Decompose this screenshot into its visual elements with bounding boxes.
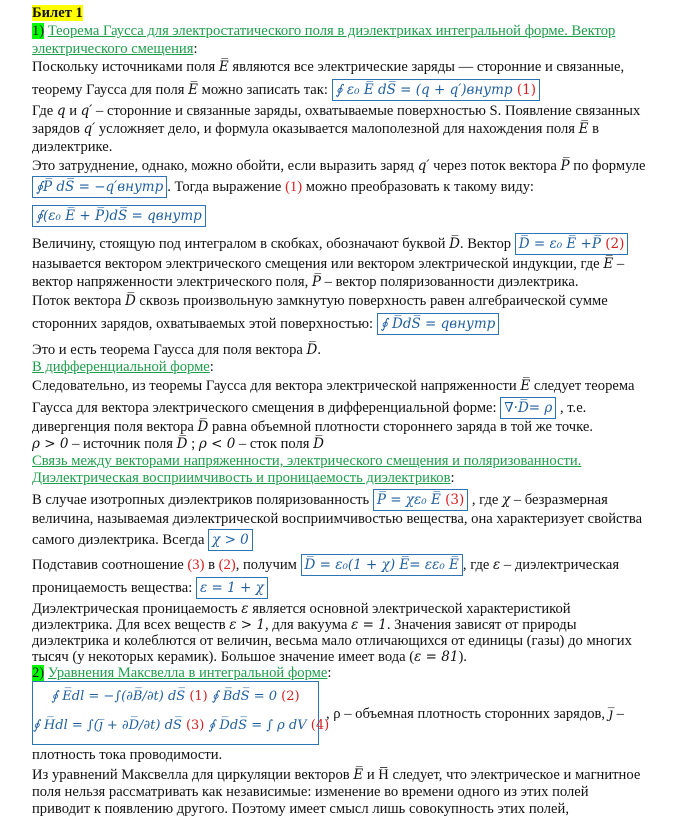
text-segment: , ρ – объемная плотность сторонних зарядов,	[326, 706, 609, 722]
text-segment: Связь между векторами напряженности, электрического смещения и поляризованности.	[32, 453, 582, 469]
formula-line	[32, 205, 206, 227]
text-segment: E̅	[578, 121, 589, 137]
paragraph	[32, 577, 268, 599]
text-segment: Следовательно, из теоремы Гаусса для вектора электрической напряженности	[32, 378, 521, 394]
text-segment: ρ < 0	[198, 436, 236, 452]
paragraph	[32, 79, 540, 101]
text-segment: (3)	[445, 492, 465, 508]
text-segment: ∮ D̅dS̅ = ∫ ρ dV	[208, 718, 307, 733]
formula-d-eps: D̅ = ε₀(1 + χ) E̅= εε₀ E̅	[301, 554, 463, 576]
text-segment: сквозь произвольную замкнутую поверхность равен алгебраической сумме	[135, 293, 608, 309]
text-segment: электрического смещения	[32, 41, 194, 57]
text-segment: приводит к появлению другого. Поэтому имеет смысл лишь совокупность этих полей,	[32, 801, 569, 817]
section1-heading-cont	[32, 40, 198, 58]
text-segment: χ	[502, 492, 511, 508]
text-segment: (4)	[310, 718, 330, 733]
text-segment: 2)	[32, 665, 45, 681]
paragraph	[32, 377, 634, 395]
text-segment: ε = 1	[351, 617, 387, 633]
text-segment: E̅	[520, 378, 531, 394]
text-segment: Диэлектрическая восприимчивость и проницаемость диэлектриков	[32, 470, 451, 486]
text-segment: в	[204, 557, 219, 573]
formula-gauss-d: ∮ D̅dS̅ = qвнутр	[377, 313, 500, 335]
text-segment: Подставив соотношение	[32, 557, 188, 573]
text-segment: E̅	[218, 59, 229, 75]
text-segment: Билет 1	[32, 5, 83, 21]
text-segment: (3)	[187, 557, 205, 573]
formula-polarization	[373, 489, 468, 511]
text-segment: H̅	[378, 767, 389, 783]
text-segment: ∮ B̅dS̅ = 0	[211, 689, 278, 704]
formula-div-d: ∇·D̅= ρ	[500, 397, 556, 419]
text-segment: Поток вектора	[32, 293, 125, 309]
text-segment: Это затруднение, однако, можно обойти, если выразить заряд	[32, 158, 418, 174]
text-segment: – источник поля	[68, 436, 177, 452]
text-segment: . Значения зависят от природы	[386, 617, 577, 633]
text-segment: (2)	[281, 689, 300, 704]
text-segment: ρ > 0	[32, 436, 69, 452]
text-segment: ε	[241, 601, 249, 617]
text-segment: .	[317, 342, 321, 358]
text-segment: теорему Гаусса для поля	[32, 82, 189, 98]
text-segment: тысяч (у некоторых керамик). Большое значение имеет вода (	[32, 649, 415, 665]
paragraph	[32, 102, 640, 120]
text-segment: D̅	[176, 436, 188, 452]
paragraph	[32, 435, 324, 453]
formula-eps: ε = 1 + χ	[196, 577, 268, 599]
paragraph	[32, 341, 321, 359]
formula-gauss-combined: ∮(ε₀ E̅ + P̅)dS̅ = qвнутр	[32, 205, 206, 227]
text-segment: :	[327, 665, 332, 681]
paragraph	[32, 529, 253, 551]
text-segment: ∮ E̅dl = −∫(∂B̅/∂t) dS̅	[51, 689, 186, 704]
paragraph	[32, 800, 569, 818]
text-segment: диэлектрике.	[32, 139, 113, 155]
paragraph	[32, 489, 608, 511]
text-segment: диэлектрика и колеблются от величин, весьма мало отличающихся от единицы (газы) до многих	[32, 633, 632, 649]
paragraph	[32, 138, 112, 156]
text-segment: Уравнения Максвелла в интегральной форме	[47, 665, 328, 681]
text-segment: поля нельзя рассматривать как независимые: изменение во времени одного из этих полей	[32, 784, 589, 800]
paragraph	[32, 313, 499, 335]
text-segment: сторонних зарядов, охватываемых этой поверхностью:	[32, 316, 377, 332]
text-segment: (1)	[285, 179, 303, 195]
text-segment: , т.е.	[556, 400, 587, 416]
text-segment: Где	[32, 103, 57, 119]
text-segment: D̅	[197, 419, 209, 435]
paragraph	[32, 273, 579, 291]
paragraph	[32, 58, 624, 76]
text-segment: через поток вектора	[429, 158, 561, 174]
text-segment: проницаемость вещества:	[32, 580, 196, 596]
text-segment: можно преобразовать к такому виду:	[302, 179, 534, 195]
text-segment: по формуле	[569, 158, 646, 174]
text-segment: j̅	[608, 706, 613, 722]
relation-heading-cont	[32, 469, 455, 487]
diff-form-heading	[32, 358, 214, 376]
text-segment: q′	[417, 158, 430, 174]
text-segment: (3)	[185, 718, 205, 733]
text-segment: диэлектрика. Для всех веществ	[32, 617, 230, 633]
formula-p-flux: ∮P̅ dS̅ = −q′внутр	[32, 176, 167, 198]
text-segment: , где	[468, 492, 502, 508]
paragraph	[32, 292, 608, 310]
formula-chi-positive: χ > 0	[208, 529, 253, 551]
text-segment: самого диэлектрика. Всегда	[32, 532, 209, 548]
text-segment: ).	[458, 649, 467, 665]
text-segment: (1)	[516, 82, 536, 98]
text-segment: и	[363, 767, 379, 783]
text-segment: – вектор поляризованности диэлектрика.	[320, 274, 579, 290]
paragraph	[32, 255, 624, 273]
text-segment: P̅ = χε₀ E̅	[376, 492, 441, 508]
text-segment: ;	[187, 436, 199, 452]
text-segment: ∮ ε₀ E̅ dS̅ = (q + q′)внутр	[335, 82, 513, 98]
text-segment: следует, что электрическое и магнитное	[388, 767, 641, 783]
paragraph	[32, 746, 222, 764]
ticket-title	[32, 4, 83, 22]
text-segment: :	[193, 41, 198, 57]
text-segment: ε = 81	[414, 649, 459, 665]
text-segment: зарядов	[32, 121, 84, 137]
text-segment: в	[588, 121, 600, 137]
text-segment: Это и есть теорема Гаусса для поля вектора	[32, 342, 307, 358]
text-segment: P̅	[311, 274, 321, 290]
text-segment: . Тогда выражение	[167, 179, 286, 195]
text-segment: P̅	[560, 158, 570, 174]
text-segment: величина, называемая диэлектрической восприимчивостью вещества, она характеризует свойства	[32, 511, 643, 527]
text-segment: Теорема Гаусса для электростатического поля в диэлектриках интегральной форме. Вектор	[47, 23, 616, 39]
text-segment: являются все электрические заряды — сторонние и связанные,	[228, 59, 625, 75]
paragraph	[32, 120, 599, 138]
text-segment: 1)	[32, 23, 45, 39]
text-segment: (2)	[218, 557, 236, 573]
text-segment: следует теорема	[530, 378, 635, 394]
paragraph	[32, 510, 642, 528]
text-segment: (2)	[605, 236, 625, 252]
formula-gauss-e	[332, 79, 540, 101]
text-segment: Диэлектрическая проницаемость	[32, 601, 242, 617]
relation-heading	[32, 452, 581, 470]
text-segment: усложняет дело, и формула оказывается малополезной для нахождения поля	[95, 121, 579, 137]
paragraph	[32, 233, 628, 255]
text-segment: , где	[462, 557, 493, 573]
text-segment: дивергенция поля вектора	[32, 419, 198, 435]
text-segment: , получим	[235, 557, 301, 573]
text-segment: q′	[80, 103, 93, 119]
text-segment: E̅	[353, 767, 364, 783]
text-segment: E̅	[603, 256, 614, 272]
paragraph	[32, 783, 589, 801]
text-segment: D̅	[313, 436, 324, 452]
paragraph	[32, 554, 619, 576]
text-segment: E̅	[188, 82, 198, 98]
text-segment: можно записать так:	[197, 82, 332, 98]
text-segment: – сток поля	[235, 436, 314, 452]
text-segment: Величину, стоящую под интегралом в скобках, обозначают буквой	[32, 236, 450, 252]
text-segment: равна объемной плотности стороннего заряда в той же точке.	[208, 419, 593, 435]
text-segment: –	[613, 256, 625, 272]
text-segment: . Вектор	[459, 236, 515, 252]
text-segment: ∮ H̅dl = ∫(j̅ + ∂D̅/∂t) dS̅	[33, 718, 182, 733]
text-segment: :	[450, 470, 455, 486]
text-segment: является основной электрической характеристикой	[248, 601, 571, 617]
paragraph	[32, 418, 593, 436]
text-segment: В дифференциальной форме	[32, 359, 210, 375]
text-segment: D̅	[124, 293, 136, 309]
formula-d-def	[515, 233, 629, 255]
text-segment: q	[56, 103, 66, 119]
maxwell-row-2	[33, 711, 330, 740]
paragraph	[326, 705, 624, 723]
paragraph	[32, 766, 640, 784]
section2-heading	[32, 664, 331, 682]
text-segment: (1)	[189, 689, 208, 704]
text-segment: –	[612, 706, 624, 722]
text-segment: ε	[493, 557, 501, 573]
text-segment: и	[65, 103, 81, 119]
text-segment: плотность тока проводимости.	[32, 747, 223, 763]
paragraph	[32, 176, 534, 198]
section1-heading	[32, 22, 615, 40]
text-segment: D̅	[449, 236, 460, 252]
text-segment: – сторонние и связанные заряды, охватываемые поверхностью S. Появление связанных	[92, 103, 641, 119]
text-segment: D̅	[306, 342, 318, 358]
text-segment: q′	[83, 121, 96, 137]
maxwell-equations-box	[32, 681, 330, 745]
text-segment: :	[209, 359, 214, 375]
text-segment: – безразмерная	[510, 492, 608, 508]
text-segment: В случае изотропных диэлектриков поляризованность	[32, 492, 373, 508]
text-segment: ε > 1	[229, 617, 265, 633]
text-segment: Поскольку источниками поля	[32, 59, 219, 75]
paragraph	[32, 157, 646, 175]
text-segment: вектор напряженности электрического поля,	[32, 274, 312, 290]
text-segment: – диэлектрическая	[500, 557, 620, 573]
text-segment: называется вектором электрического смещения или вектором электрической индукции, где	[32, 256, 604, 272]
maxwell-row-1	[33, 682, 318, 711]
text-segment: Гаусса для вектора электрического смещения в дифференциальной форме:	[32, 400, 501, 416]
paragraph	[32, 397, 586, 419]
text-segment: , для вакуума	[264, 617, 352, 633]
text-segment: D̅ = ε₀ E̅ +P̅	[518, 236, 601, 252]
text-segment: Из уравнений Максвелла для циркуляции векторов	[32, 767, 354, 783]
